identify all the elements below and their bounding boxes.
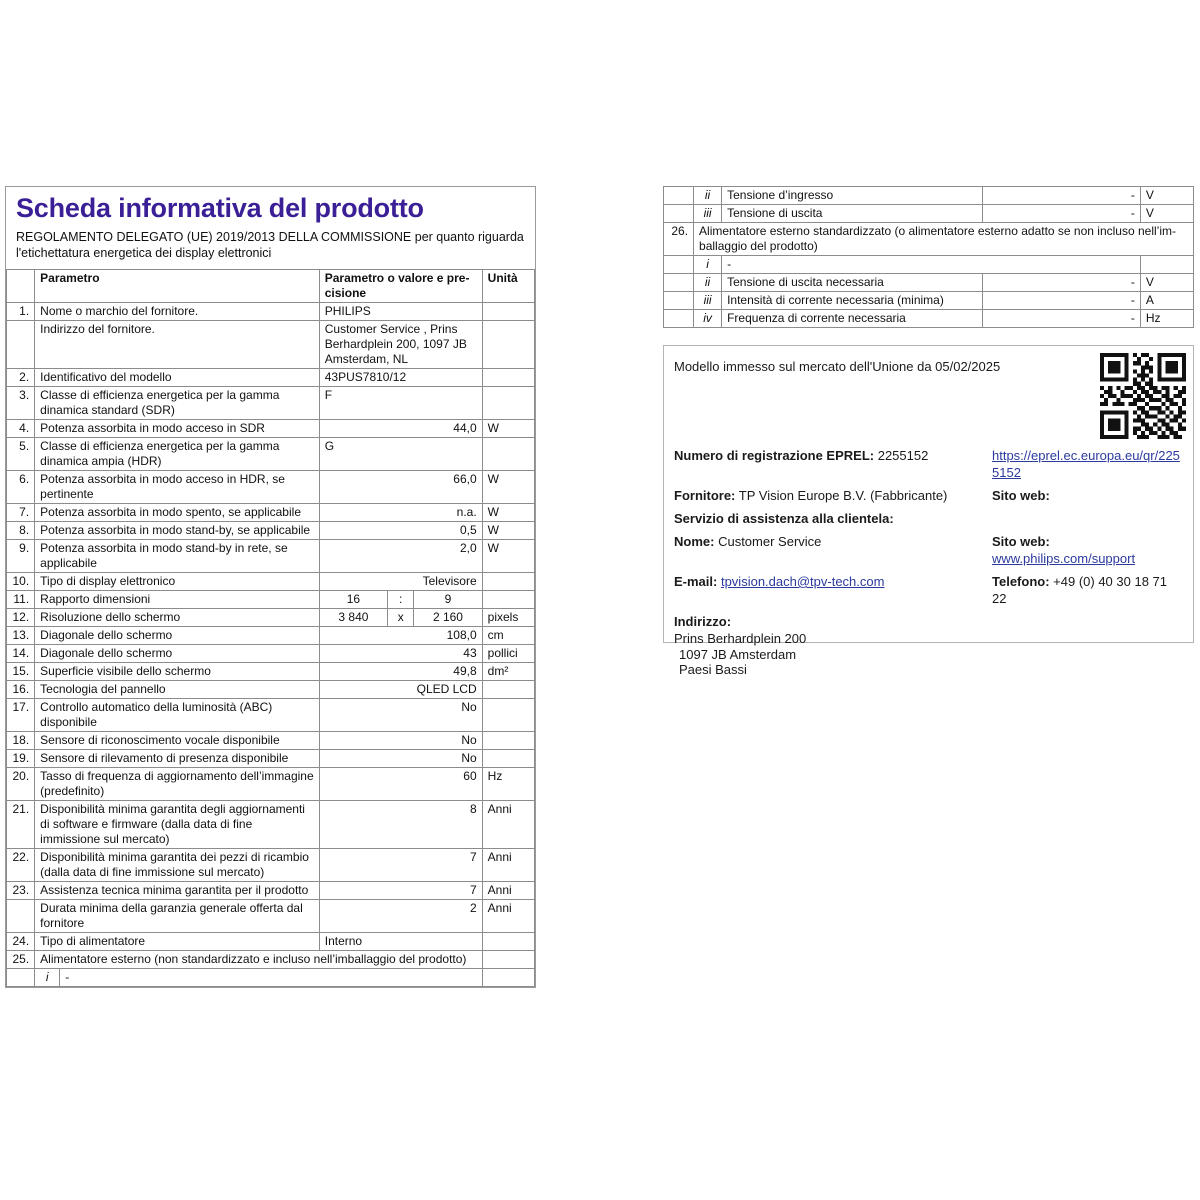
unit-cell: W [482, 540, 534, 573]
parameter-cell: Tensione d’ingresso [722, 187, 982, 205]
row-number-cell [7, 270, 35, 303]
table-subrow [664, 187, 1194, 205]
value-cell: 2,0 [319, 540, 482, 573]
table-row [7, 420, 535, 438]
service-name: Customer Service [718, 534, 822, 549]
unit-cell: Anni [482, 900, 534, 933]
row-number-cell: 2. [7, 369, 35, 387]
name-label: Nome: [674, 534, 715, 549]
table-row [7, 849, 535, 882]
unit-cell [482, 951, 534, 969]
unit-cell: W [482, 522, 534, 540]
roman-index-cell: iv [694, 310, 722, 328]
parameter-cell: Disponibilità minima garantita dei pezzi di ricambio (dalla data di fine immissione sul mercato) [35, 849, 320, 882]
row-number-cell [664, 205, 694, 223]
roman-index-cell: iii [694, 292, 722, 310]
table-row [7, 801, 535, 849]
unit-cell [482, 591, 534, 609]
parameter-cell: Potenza assorbita in modo stand-by, se applicabile [35, 522, 320, 540]
eprel-registration-row [674, 447, 1183, 481]
continuation-table-panel [663, 186, 1194, 328]
value-cell: n.a. [319, 504, 482, 522]
unit-cell: Hz [482, 768, 534, 801]
value-cell: PHILIPS [319, 303, 482, 321]
parameter-cell: Tipo di display elettronico [35, 573, 320, 591]
table-row [7, 438, 535, 471]
row-number-cell: 6. [7, 471, 35, 504]
address-line: 1097 JB Amsterdam [679, 646, 797, 662]
table-subrow [664, 292, 1194, 310]
unit-cell: pixels [482, 609, 534, 627]
row-number-cell: 18. [7, 732, 35, 750]
table-row [7, 900, 535, 933]
unit-cell [482, 369, 534, 387]
unit-cell: dm² [482, 663, 534, 681]
table-row [7, 933, 535, 951]
parameter-cell: Tensione di uscita [722, 205, 982, 223]
parameter-cell: Intensità di corrente necessaria (minima) [722, 292, 982, 310]
row-number-cell [664, 187, 694, 205]
table-subrow [664, 274, 1194, 292]
unit-cell [1140, 256, 1193, 274]
value-cell: 49,8 [319, 663, 482, 681]
table-row [7, 303, 535, 321]
table-row [7, 645, 535, 663]
parameter-cell: Classe di efficienza energetica per la gamma dinamica ampia (HDR) [35, 438, 320, 471]
roman-index-cell: ii [694, 274, 722, 292]
value-cell: Interno [319, 933, 482, 951]
table-row [7, 387, 535, 420]
parameter-header: Parametro [35, 270, 320, 303]
spanning-parameter-cell: Alimentatore esterno (non standardizzato e incluso nell’imballaggio del prodotto) [35, 951, 483, 969]
row-number-cell [664, 292, 694, 310]
roman-index-cell: i [35, 969, 60, 987]
unit-cell [482, 681, 534, 699]
value-cell: 7 [319, 882, 482, 900]
philips-support-link[interactable]: www.philips.com/support [992, 551, 1136, 566]
row-number-cell: 8. [7, 522, 35, 540]
unit-cell: V [1140, 274, 1193, 292]
value-cell: - [982, 274, 1140, 292]
table-header-row [7, 270, 535, 303]
table-row [7, 750, 535, 768]
table-row [7, 504, 535, 522]
eprel-qr-link[interactable]: https://eprel.ec.europa.eu/qr/2255152 [992, 448, 1180, 480]
address-line: Prins Berhardplein 200 [674, 631, 807, 646]
row-number-cell: 10. [7, 573, 35, 591]
address-line: Paesi Bassi [679, 662, 747, 677]
email-link[interactable]: tpvision.dach@tpv-tech.com [720, 574, 885, 589]
value-cell: 43 [319, 645, 482, 663]
table-row [7, 951, 535, 969]
value-cell: 8 [319, 801, 482, 849]
value-cell: 2 [319, 900, 482, 933]
row-number-cell: 15. [7, 663, 35, 681]
unit-cell: A [1140, 292, 1193, 310]
row-number-cell: 19. [7, 750, 35, 768]
market-info-panel [663, 345, 1194, 677]
ratio-height-cell: 9 [414, 591, 482, 609]
parameter-cell: Nome o marchio del fornitore. [35, 303, 320, 321]
row-number-cell: 1. [7, 303, 35, 321]
parameter-cell: Tasso di frequenza di aggiornamento dell’immagine (predefinito) [35, 768, 320, 801]
roman-index-cell: iii [694, 205, 722, 223]
row-number-cell: 21. [7, 801, 35, 849]
parameter-cell: Potenza assorbita in modo spento, se applicabile [35, 504, 320, 522]
eprel-qr-code [1100, 353, 1186, 439]
row-number-cell [7, 900, 35, 933]
value-cell: 108,0 [319, 627, 482, 645]
continuation-table [663, 186, 1194, 328]
parameter-cell: Classe di efficienza energetica per la gamma dinamica standard (SDR) [35, 387, 320, 420]
table-row [7, 522, 535, 540]
customer-service-heading: Servizio di assistenza alla clientela: [674, 511, 894, 526]
row-number-cell: 12. [7, 609, 35, 627]
value-cell: QLED LCD [319, 681, 482, 699]
parameter-cell: Sensore di rilevamento di presenza disponibile [35, 750, 320, 768]
value-cell: No [319, 750, 482, 768]
website-label: Sito web: [992, 488, 1050, 503]
page-subtitle: REGOLAMENTO DELEGATO (UE) 2019/2013 DELLA COMMISSIONE per quanto riguarda l'etichettatura energetica dei display elettronici [16, 230, 524, 260]
unit-cell: Anni [482, 882, 534, 900]
ratio-width-cell: 16 [319, 591, 387, 609]
eprel-number: 2255152 [877, 448, 929, 463]
value-cell: - [982, 187, 1140, 205]
parameter-cell: Tensione di uscita necessaria [722, 274, 982, 292]
service-name-row [674, 533, 1183, 567]
unit-cell [482, 969, 534, 987]
table-row [7, 681, 535, 699]
phone-label: Telefono: [992, 574, 1050, 589]
row-number-cell: 4. [7, 420, 35, 438]
parameter-cell: Potenza assorbita in modo stand-by in rete, se applicabile [35, 540, 320, 573]
value-cell: 44,0 [319, 420, 482, 438]
unit-cell [482, 321, 534, 369]
parameter-cell: Assistenza tecnica minima garantita per il prodotto [35, 882, 320, 900]
unit-cell: Hz [1140, 310, 1193, 328]
unit-cell [482, 438, 534, 471]
phone-number: +49 (0) 40 30 18 71 22 [992, 574, 1167, 606]
row-number-cell [7, 321, 35, 369]
row-number-cell: 13. [7, 627, 35, 645]
website-label: Sito web: [992, 534, 1050, 549]
value-cell: F [319, 387, 482, 420]
unit-cell [482, 387, 534, 420]
row-number-cell: 5. [7, 438, 35, 471]
spanning-parameter-cell: Alimentatore esterno standardizzato (o alimentatore esterno adatto se non incluso nell’imballaggio del prodotto) [694, 223, 1194, 256]
eprel-label: Numero di registrazione EPREL: [674, 448, 875, 463]
qr-code-svg [1100, 353, 1186, 439]
supplier-name: TP Vision Europe B.V. (Fabbricante) [738, 488, 948, 503]
parameter-cell: Controllo automatico della luminosità (ABC) disponibile [35, 699, 320, 732]
value-cell: 0,5 [319, 522, 482, 540]
row-number-cell: 17. [7, 699, 35, 732]
parameter-cell: Diagonale dello schermo [35, 645, 320, 663]
unit-cell [482, 303, 534, 321]
row-number-cell: 22. [7, 849, 35, 882]
table-row [7, 663, 535, 681]
table-row [7, 699, 535, 732]
table-subrow [664, 205, 1194, 223]
supplier-row [674, 487, 1183, 504]
row-number-cell: 16. [7, 681, 35, 699]
page-title: Scheda informativa del prodotto [16, 193, 424, 223]
unit-cell [482, 732, 534, 750]
row-number-cell: 7. [7, 504, 35, 522]
value-cell: No [319, 699, 482, 732]
value-cell: Televisore [319, 573, 482, 591]
value-header: Parametro o valore e precisione [319, 270, 482, 303]
table-row [7, 573, 535, 591]
unit-cell: V [1140, 205, 1193, 223]
model-market-date-line: Modello immesso sul mercato dell'Unione da 05/02/2025 [674, 359, 1001, 374]
row-number-cell [664, 256, 694, 274]
row-number-cell: 11. [7, 591, 35, 609]
title-block [6, 187, 535, 269]
unit-cell: Anni [482, 849, 534, 882]
customer-service-heading-row [674, 510, 1183, 527]
unit-cell: V [1140, 187, 1193, 205]
row-number-cell: 20. [7, 768, 35, 801]
main-panel [5, 186, 536, 988]
unit-cell: Anni [482, 801, 534, 849]
table-row [7, 627, 535, 645]
row-number-cell: 3. [7, 387, 35, 420]
ratio-separator-cell: : [388, 591, 414, 609]
address-label: Indirizzo: [674, 614, 732, 629]
row-number-cell [7, 969, 35, 987]
parameter-cell: Durata minima della garanzia generale offerta dal fornitore [35, 900, 320, 933]
row-number-cell: 9. [7, 540, 35, 573]
parameter-cell: Potenza assorbita in modo acceso in SDR [35, 420, 320, 438]
parameter-cell: Frequenza di corrente necessaria [722, 310, 982, 328]
table-row [7, 732, 535, 750]
row-number-cell: 23. [7, 882, 35, 900]
unit-cell [482, 933, 534, 951]
row-number-cell: 26. [664, 223, 694, 256]
row-number-cell [664, 274, 694, 292]
table-row [7, 321, 535, 369]
resolution-separator-cell: x [388, 609, 414, 627]
roman-index-cell: ii [694, 187, 722, 205]
value-cell: 43PUS7810/12 [319, 369, 482, 387]
table-row [664, 223, 1194, 256]
value-cell: - [982, 310, 1140, 328]
address-heading-row [674, 613, 1183, 630]
parameter-cell: Diagonale dello schermo [35, 627, 320, 645]
table-row [7, 369, 535, 387]
parameter-cell: Indirizzo del fornitore. [35, 321, 320, 369]
value-cell: 60 [319, 768, 482, 801]
resolution-h-cell: 3 840 [319, 609, 387, 627]
email-phone-row [674, 573, 1183, 607]
unit-cell: cm [482, 627, 534, 645]
address-block [674, 631, 1183, 678]
row-number-cell: 25. [7, 951, 35, 969]
table-row [7, 471, 535, 504]
row-number-cell [664, 310, 694, 328]
table-row [7, 882, 535, 900]
table-subrow [7, 969, 535, 987]
table-subrow [664, 256, 1194, 274]
value-cell: Customer Service , Prins Berhardplein 200, 1097 JB Amsterdam, NL [319, 321, 482, 369]
unit-cell: W [482, 471, 534, 504]
roman-index-cell: i [694, 256, 722, 274]
parameter-cell: Risoluzione dello schermo [35, 609, 320, 627]
table-row [7, 609, 535, 627]
parameter-cell: Superficie visibile dello schermo [35, 663, 320, 681]
main-parameters-table [6, 269, 535, 987]
unit-cell: pollici [482, 645, 534, 663]
row-number-cell: 14. [7, 645, 35, 663]
table-row [7, 768, 535, 801]
unit-cell: W [482, 504, 534, 522]
value-cell: - [722, 256, 1141, 274]
value-cell: - [982, 292, 1140, 310]
unit-cell [482, 573, 534, 591]
value-cell: No [319, 732, 482, 750]
table-subrow [664, 310, 1194, 328]
parameter-cell: Rapporto dimensioni [35, 591, 320, 609]
unit-header: Unità [482, 270, 534, 303]
unit-cell: W [482, 420, 534, 438]
parameter-cell: Identificativo del modello [35, 369, 320, 387]
resolution-v-cell: 2 160 [414, 609, 482, 627]
row-number-cell: 24. [7, 933, 35, 951]
unit-cell [482, 699, 534, 732]
value-cell: 7 [319, 849, 482, 882]
parameter-cell: Potenza assorbita in modo acceso in HDR, se pertinente [35, 471, 320, 504]
value-cell: - [60, 969, 482, 987]
value-cell: 66,0 [319, 471, 482, 504]
table-row [7, 540, 535, 573]
parameter-cell: Sensore di riconoscimento vocale disponibile [35, 732, 320, 750]
parameter-cell: Tipo di alimentatore [35, 933, 320, 951]
parameter-cell: Tecnologia del pannello [35, 681, 320, 699]
parameter-cell: Disponibilità minima garantita degli aggiornamenti di software e firmware (dalla data di fine immissione sul mercato) [35, 801, 320, 849]
supplier-label: Fornitore: [674, 488, 736, 503]
table-row [7, 591, 535, 609]
email-label: E-mail: [674, 574, 718, 589]
unit-cell [482, 750, 534, 768]
value-cell: - [982, 205, 1140, 223]
value-cell: G [319, 438, 482, 471]
